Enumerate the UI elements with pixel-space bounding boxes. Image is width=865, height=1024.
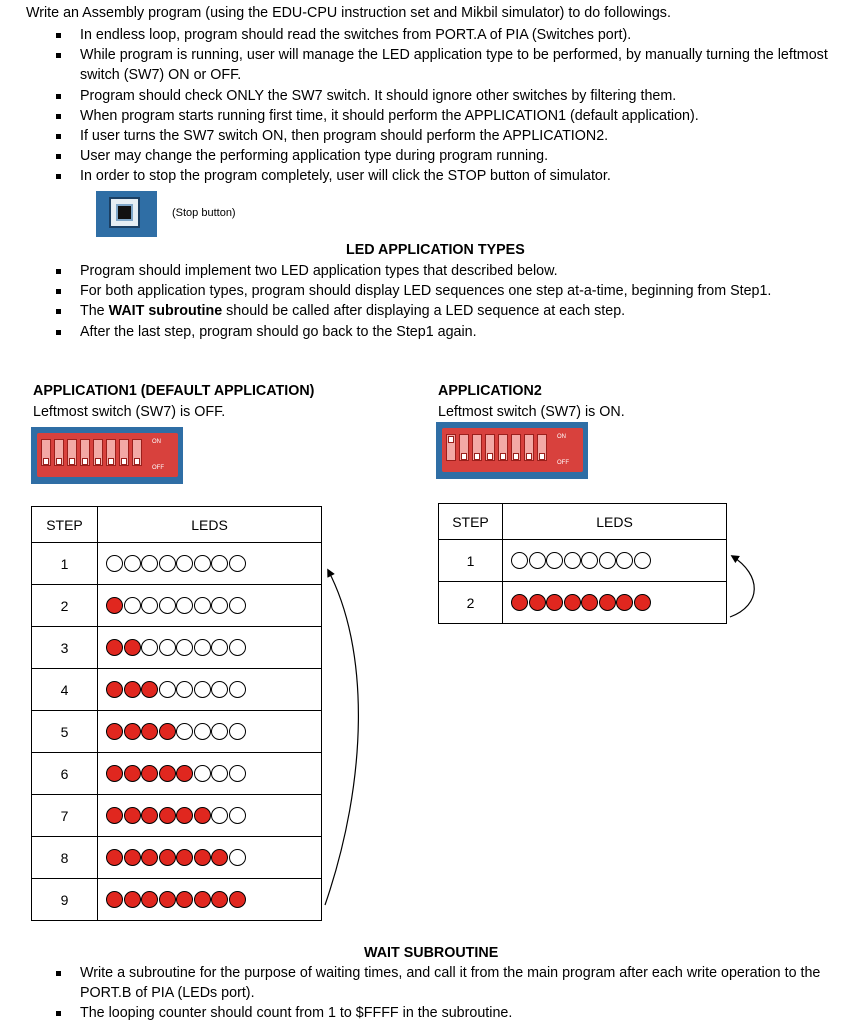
bullet-item: After the last step, program should go back to the Step1 again.: [56, 322, 846, 342]
app1-title: APPLICATION1 (DEFAULT APPLICATION): [33, 383, 315, 399]
switch-off-label: OFF: [557, 460, 569, 466]
step-number: 3: [32, 627, 98, 669]
bullet-item: Program should implement two LED application types that described below.: [56, 261, 846, 281]
app1-subtitle: Leftmost switch (SW7) is OFF.: [33, 404, 226, 420]
stop-button-caption: (Stop button): [172, 207, 236, 219]
step-number: 1: [32, 543, 98, 585]
app1-loop-arrow: [325, 570, 358, 905]
switch-off-label: OFF: [152, 465, 164, 471]
step-number: 9: [32, 879, 98, 921]
bullet-item: In order to stop the program completely, user will click the STOP button of simulator.: [56, 166, 836, 186]
wait-subroutine-heading: WAIT SUBROUTINE: [364, 945, 499, 961]
step-column-header: STEP: [32, 507, 98, 543]
step-number: 2: [32, 585, 98, 627]
bullet-item: The looping counter should count from 1 to $FFFF in the subroutine.: [56, 1003, 836, 1023]
bullet-item: Program should check ONLY the SW7 switch. It should ignore other switches by filtering them.: [56, 86, 836, 106]
bullet-item: The WAIT subroutine should be called after displaying a LED sequence at each step.: [56, 301, 846, 321]
bullet-item: In endless loop, program should read the switches from PORT.A of PIA (Switches port).: [56, 25, 836, 45]
leds-column-header: LEDS: [98, 507, 322, 543]
switch-on-label: ON: [557, 434, 566, 440]
step-column-header: STEP: [439, 504, 503, 540]
switch-on-label: ON: [152, 439, 161, 445]
app2-loop-arrow: [730, 556, 754, 617]
led-types-heading: LED APPLICATION TYPES: [346, 242, 525, 258]
bullet-item: While program is running, user will manage the LED application type to be performed, by manually turning the leftmost switch (SW7) ON or OFF.: [56, 45, 836, 85]
bullet-item: User may change the performing application type during program running.: [56, 146, 836, 166]
step-number: 2: [439, 582, 503, 624]
bullet-item: When program starts running first time, it should perform the APPLICATION1 (default application).: [56, 106, 836, 126]
intro-text: Write an Assembly program (using the EDU-CPU instruction set and Mikbil simulator) to do followings.: [26, 5, 671, 21]
bullet-item: If user turns the SW7 switch ON, then program should perform the APPLICATION2.: [56, 126, 836, 146]
step-number: 5: [32, 711, 98, 753]
leds-column-header: LEDS: [503, 504, 727, 540]
step-number: 1: [439, 540, 503, 582]
bullet-item: For both application types, program should display LED sequences one step at-a-time, beginning from Step1.: [56, 281, 846, 301]
step-number: 4: [32, 669, 98, 711]
step-number: 7: [32, 795, 98, 837]
wait-requirements-list: [56, 963, 836, 1024]
app2-title: APPLICATION2: [438, 383, 542, 399]
step-number: 8: [32, 837, 98, 879]
step-number: 6: [32, 753, 98, 795]
app2-subtitle: Leftmost switch (SW7) is ON.: [438, 404, 625, 420]
bullet-item: Write a subroutine for the purpose of waiting times, and call it from the main program after each write operation to the PORT.B of PIA (LEDs port).: [56, 963, 836, 1003]
